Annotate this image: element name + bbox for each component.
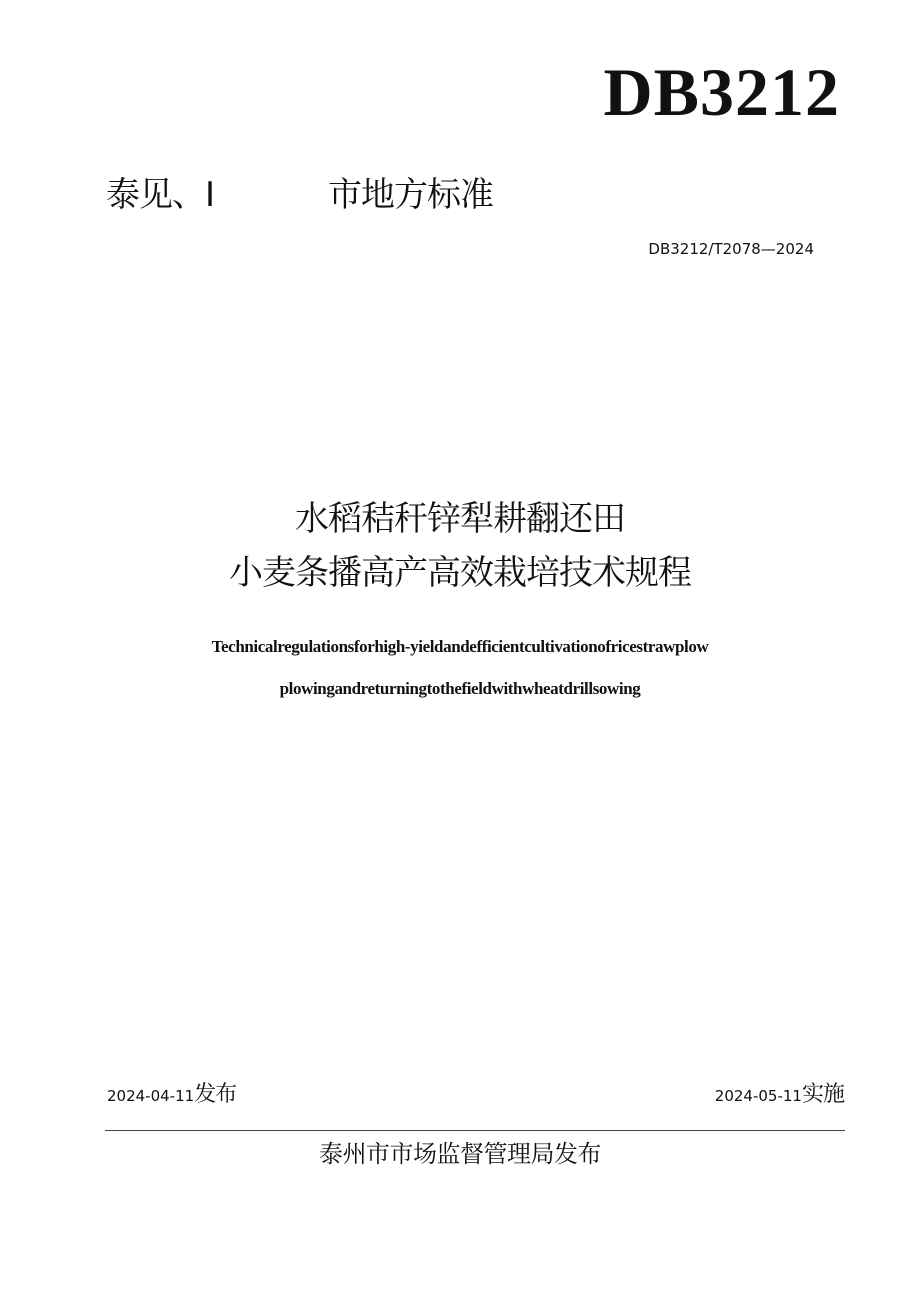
document-title-line-1: 水稻秸秆锌犁耕翻还田 [295, 499, 625, 539]
standard-type-left: 泰见、I [106, 175, 215, 215]
implement-label: 实施 [801, 1082, 844, 1107]
standard-type-right: 市地方标准 [328, 175, 493, 215]
english-title-line-2: plowingandreturningtothefieldwithwheatdrillsowing [279, 679, 641, 698]
standard-code-large: DB3212 [603, 54, 840, 130]
english-title-line-1: Technicalregulationsforhigh-yieldandefficientcultivationofricestrawplow [211, 637, 709, 656]
standard-number: DB3212/T2078—2024 [648, 240, 814, 258]
publish-date: 2024-04-11 [107, 1087, 195, 1105]
document-title-line-2: 小麦条播高产高效栽培技术规程 [229, 553, 691, 593]
publish-label: 发布 [194, 1082, 237, 1107]
publish-date-block [107, 1084, 236, 1107]
issuer: 泰州市市场监督管理局发布 [319, 1140, 601, 1168]
footer-divider [105, 1130, 845, 1131]
implement-date: 2024-05-11 [714, 1087, 802, 1105]
implement-date-block [715, 1084, 844, 1107]
